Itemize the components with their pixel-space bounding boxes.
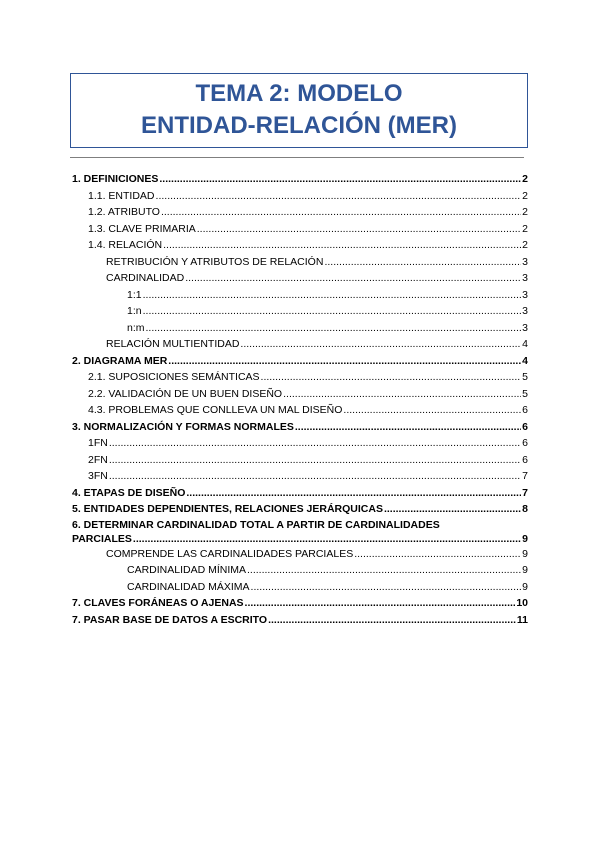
toc-page-number: 9 [522,580,528,593]
toc-entry[interactable] [72,353,528,370]
toc-page-number: 3 [522,272,528,284]
toc-entry[interactable] [72,369,528,386]
toc-page-number: 5 [522,387,528,400]
horizontal-rule [70,157,524,158]
toc-entry-title: 2FN [88,453,108,466]
toc-dot-leader [156,188,522,205]
toc-page-number: 3 [522,255,528,268]
toc-entry-title: 7. CLAVES FORÁNEAS O AJENAS [72,597,244,609]
toc-entry[interactable] [72,320,528,337]
toc-entry-title: 1:n [127,305,142,317]
toc-entry[interactable] [72,171,528,188]
toc-dot-leader [283,386,521,403]
toc-entry-title: 2.1. SUPOSICIONES SEMÁNTICAS [88,371,260,383]
toc-entry-title: 3FN [88,470,108,482]
toc-entry-title: 1.4. RELACIÓN [88,239,163,251]
toc-dot-leader [168,353,521,370]
toc-entry[interactable] [72,303,528,320]
toc-entry-title-continued: PARCIALES [72,532,132,545]
toc-entry-title: CARDINALIDAD [106,272,185,284]
toc-dot-leader [324,254,521,271]
toc-entry[interactable] [72,221,528,238]
toc-entry-title: 3. NORMALIZACIÓN Y FORMAS NORMALES [72,420,294,433]
toc-dot-leader [295,419,521,436]
toc-entry[interactable] [72,270,528,287]
toc-page-number: 2 [522,206,528,218]
toc-entry-title: n:m [127,321,145,334]
document-title-box [70,73,528,148]
table-of-contents [72,171,528,628]
toc-entry[interactable] [72,402,528,419]
toc-entry[interactable] [72,518,528,546]
toc-dot-leader [109,468,521,485]
toc-page-number: 9 [522,547,528,560]
toc-dot-leader [251,579,522,596]
toc-page-number: 5 [522,371,528,383]
toc-dot-leader [247,562,521,579]
toc-page-number: 9 [522,532,528,545]
toc-entry-title: RELACIÓN MULTIENTIDAD [106,338,240,350]
toc-page-number: 6 [522,404,528,416]
toc-page-number: 2 [522,173,528,185]
toc-entry-title: 5. ENTIDADES DEPENDIENTES, RELACIONES JERÁRQUICAS [72,503,383,515]
toc-dot-leader [143,287,522,304]
toc-entry-title: 4.3. PROBLEMAS QUE CONLLEVA UN MAL DISEÑO [88,404,343,416]
toc-page-number: 9 [522,564,528,576]
toc-entry[interactable] [72,562,528,579]
toc-dot-leader [197,221,521,238]
document-title-line-2: ENTIDAD-RELACIÓN (MER) [141,112,457,139]
toc-page-number: 3 [522,305,528,317]
toc-dot-leader [143,303,522,320]
toc-page-number: 2 [522,222,528,235]
toc-entry[interactable] [72,501,528,518]
toc-entry[interactable] [72,254,528,271]
toc-page-number: 7 [522,486,528,499]
toc-entry-title: 1.2. ATRIBUTO [88,206,160,218]
toc-entry-title: RETRIBUCIÓN Y ATRIBUTOS DE RELACIÓN [106,255,324,268]
toc-entry-title: 1.3. CLAVE PRIMARIA [88,222,196,235]
toc-entry[interactable] [72,336,528,353]
toc-entry[interactable] [72,485,528,502]
toc-entry-title: 4. ETAPAS DE DISEÑO [72,486,186,499]
toc-entry[interactable] [72,546,528,563]
toc-entry[interactable] [72,237,528,254]
toc-dot-leader [161,204,521,221]
toc-dot-leader [354,546,521,563]
toc-page-number: 11 [516,613,528,626]
toc-entry-title: 7. PASAR BASE DE DATOS A ESCRITO [72,613,268,626]
toc-entry[interactable] [72,435,528,452]
toc-dot-leader [186,485,521,502]
toc-entry-title: 2. DIAGRAMA MER [72,354,168,367]
toc-entry[interactable] [72,452,528,469]
toc-dot-leader [384,501,521,518]
toc-entry[interactable] [72,204,528,221]
toc-dot-leader [146,320,522,337]
toc-entry-title: CARDINALIDAD MÁXIMA [127,580,250,593]
toc-dot-leader [261,369,522,386]
toc-entry-title: 6. DETERMINAR CARDINALIDAD TOTAL A PARTIR DE CARDINALIDADES [72,518,440,531]
toc-entry-title: 1.1. ENTIDAD [88,189,155,202]
toc-page-number: 6 [522,437,528,449]
toc-dot-leader [245,595,516,612]
toc-entry-title: 1. DEFINICIONES [72,173,159,185]
toc-page-number: 3 [522,288,528,301]
toc-page-number: 8 [522,503,528,515]
toc-page-number: 2 [522,239,528,251]
toc-page-number: 10 [516,597,528,609]
toc-dot-leader [185,270,521,287]
toc-dot-leader [240,336,521,353]
toc-entry[interactable] [72,595,528,612]
toc-entry[interactable] [72,188,528,205]
document-title-line-1: TEMA 2: MODELO [195,80,403,107]
toc-entry-title: COMPRENDE LAS CARDINALIDADES PARCIALES [106,547,354,560]
toc-entry-title: 1:1 [127,288,142,301]
toc-page-number: 4 [522,354,528,367]
toc-dot-leader [163,237,521,254]
toc-dot-leader [343,402,521,419]
toc-entry[interactable] [72,579,528,596]
toc-entry-title: 2.2. VALIDACIÓN DE UN BUEN DISEÑO [88,387,283,400]
toc-dot-leader [133,532,521,546]
toc-page-number: 4 [522,338,528,350]
toc-dot-leader [109,435,521,452]
toc-entry-title: CARDINALIDAD MÍNIMA [127,564,247,576]
toc-page-number: 6 [522,420,528,433]
toc-entry[interactable] [72,386,528,403]
toc-entry[interactable] [72,468,528,485]
toc-page-number: 3 [522,321,528,334]
toc-dot-leader [109,452,521,469]
toc-entry[interactable] [72,419,528,436]
toc-page-number: 6 [522,453,528,466]
toc-dot-leader [159,171,521,188]
toc-entry[interactable] [72,612,528,629]
toc-page-number: 7 [522,470,528,482]
toc-dot-leader [268,612,516,629]
toc-entry-title: 1FN [88,437,108,449]
toc-entry[interactable] [72,287,528,304]
toc-page-number: 2 [522,189,528,202]
